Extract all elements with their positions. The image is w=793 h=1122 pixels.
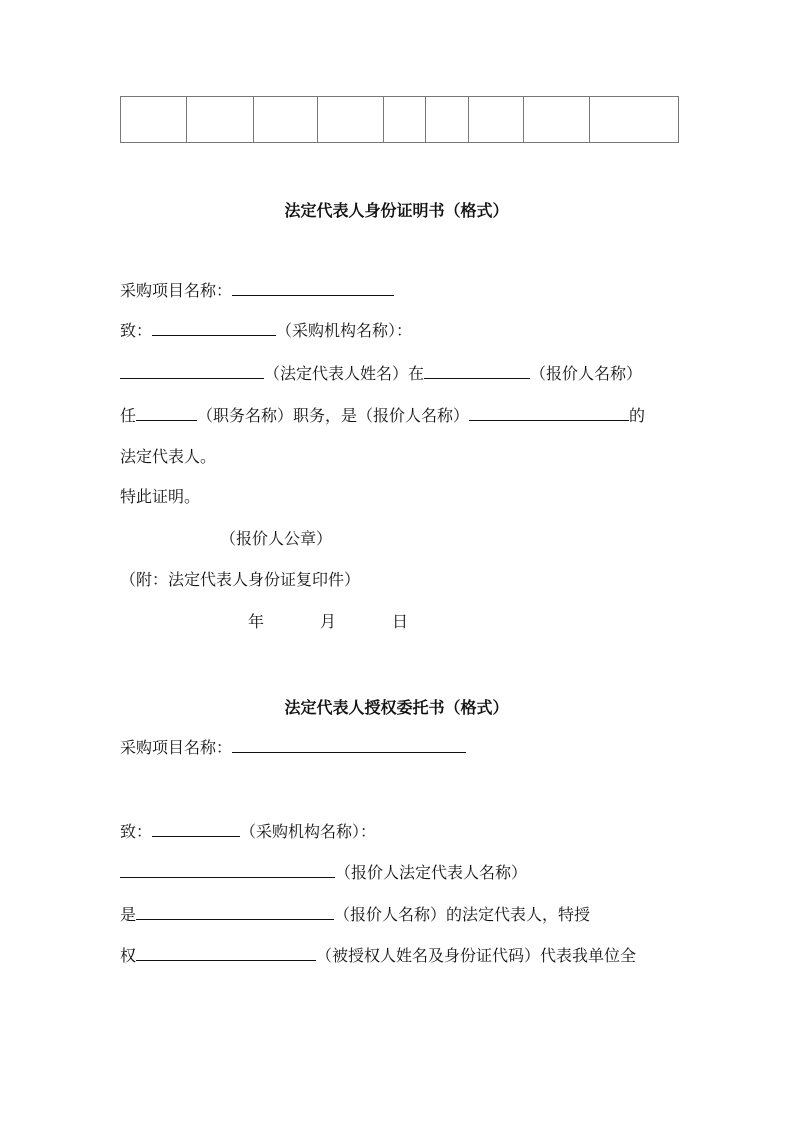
table-cell	[318, 97, 384, 142]
bidder-hint: （报价人名称）的法定代表人，特授	[334, 905, 591, 924]
form2-is-line	[120, 903, 590, 925]
project-label: 采购项目名称：	[120, 281, 233, 300]
form1-position-line	[120, 404, 645, 426]
rep-name-hint: （法定代表人姓名）在	[264, 364, 425, 383]
authorized-person-blank[interactable]	[136, 944, 316, 961]
form2-project-line	[120, 736, 466, 758]
year-label: 年	[248, 612, 265, 631]
table-cell	[121, 97, 187, 142]
auth-prefix: 权	[120, 946, 137, 965]
certify-text: 特此证明。	[120, 487, 201, 506]
auth-hint: （被授权人姓名及身份证代码）代表我单位全	[316, 946, 637, 965]
table-cell	[384, 97, 426, 142]
project-name-blank[interactable]	[232, 736, 466, 753]
is-prefix: 是	[120, 905, 137, 924]
header-empty-table	[120, 96, 679, 143]
legal-rep-text: 法定代表人。	[120, 447, 217, 466]
seal-text: （报价人公章）	[220, 529, 333, 548]
to-label: 致：	[120, 822, 153, 841]
form2-auth-line	[120, 944, 636, 966]
form1-title: 法定代表人身份证明书（格式）	[284, 201, 509, 220]
form2-rep-line	[120, 861, 527, 883]
rep-name-blank[interactable]	[120, 362, 264, 379]
table-cell	[254, 97, 318, 142]
agency-name-blank[interactable]	[152, 319, 276, 336]
rep-name-hint: （报价人法定代表人名称）	[335, 863, 528, 882]
bidder-name-blank[interactable]	[424, 362, 530, 379]
bidder-name-hint: （报价人名称）	[530, 364, 643, 383]
bidder-name-blank[interactable]	[136, 903, 334, 920]
form2-to-line	[120, 820, 376, 842]
table-cell	[590, 97, 678, 142]
agency-hint: （采购机构名称）：	[276, 321, 413, 340]
agency-hint: （采购机构名称）：	[240, 822, 377, 841]
bidder-name-blank-2[interactable]	[469, 404, 629, 421]
position-prefix: 任	[120, 406, 137, 425]
form1-rep-line	[120, 362, 642, 384]
agency-name-blank[interactable]	[152, 820, 240, 837]
position-blank[interactable]	[136, 404, 197, 421]
rep-name-blank[interactable]	[120, 861, 335, 878]
project-label: 采购项目名称：	[120, 738, 233, 757]
month-label: 月	[320, 612, 337, 631]
day-label: 日	[392, 612, 409, 631]
table-cell	[426, 97, 469, 142]
table-cell	[524, 97, 590, 142]
form1-project-line	[120, 279, 394, 301]
form1-to-line	[120, 319, 412, 341]
project-name-blank[interactable]	[232, 279, 394, 296]
attachment-text: （附：法定代表人身份证复印件）	[120, 570, 361, 589]
position-hint: （职务名称）职务，是（报价人名称）	[197, 406, 470, 425]
to-label: 致：	[120, 321, 153, 340]
form2-title: 法定代表人授权委托书（格式）	[284, 698, 509, 717]
table-cell	[469, 97, 524, 142]
table-cell	[187, 97, 254, 142]
of-suffix: 的	[629, 406, 646, 425]
